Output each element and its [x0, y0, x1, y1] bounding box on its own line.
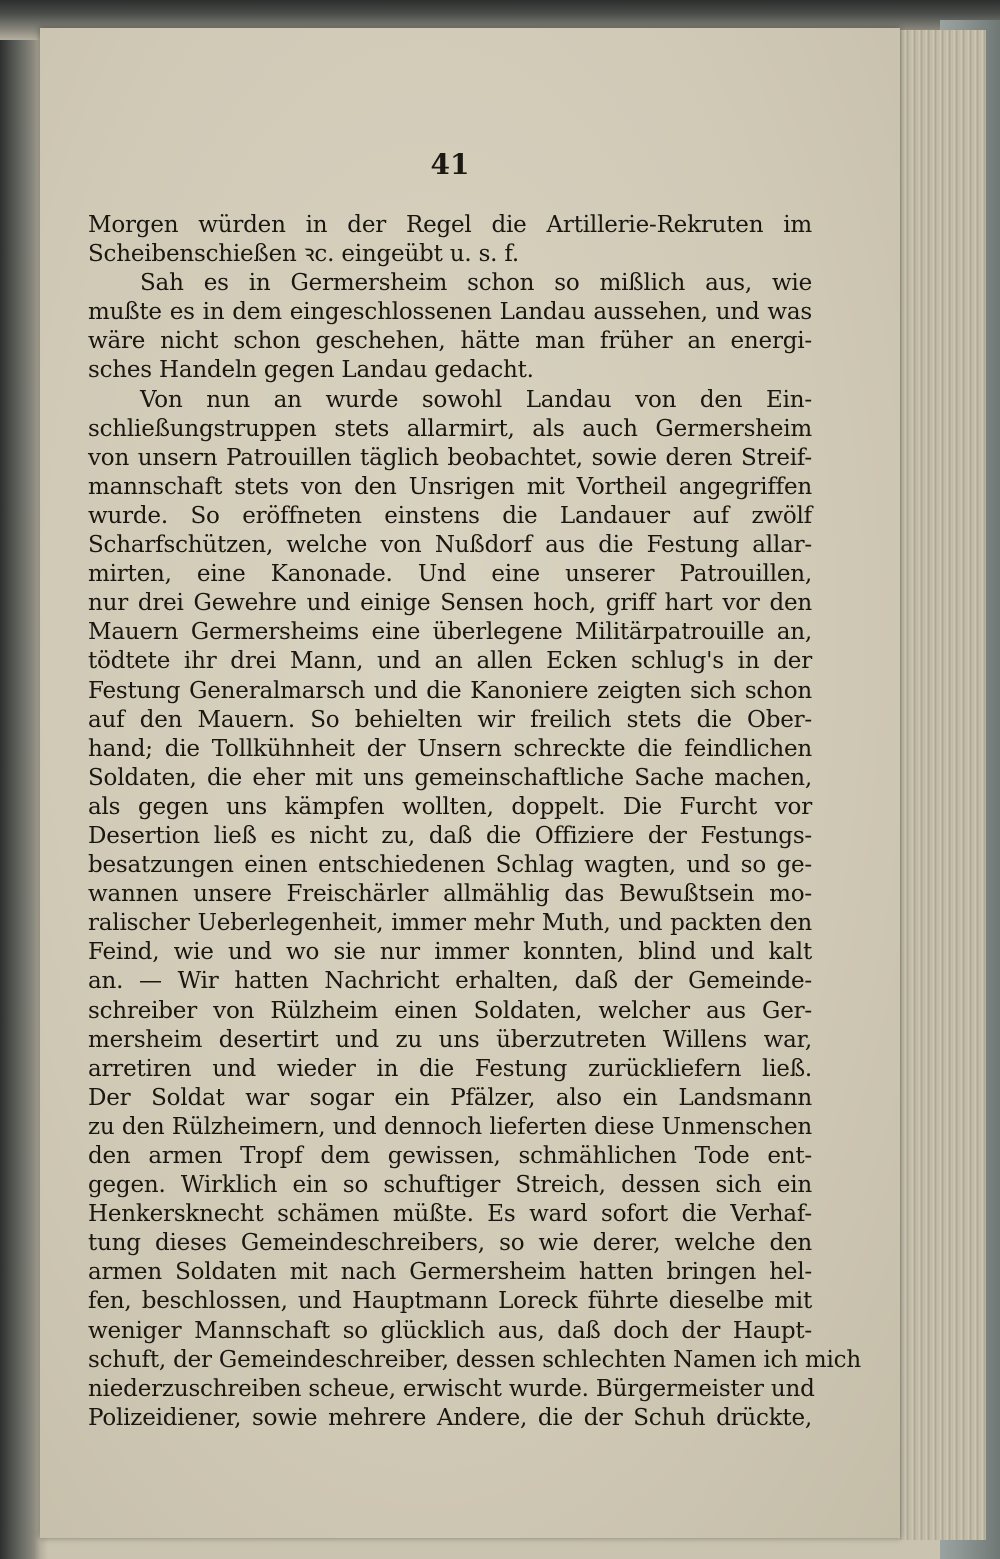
text-line: Mauern Germersheims eine überlegene Militärpatrouille an, [88, 619, 812, 646]
page-edges [896, 30, 986, 1540]
text-line: wannen unsere Freischärler allmählig das Bewußtsein mo- [88, 881, 812, 908]
text-line: gegen. Wirklich ein so schuftiger Streich, dessen sich ein [88, 1172, 812, 1199]
text-line: auf den Mauern. So behielten wir freilich stets die Ober- [88, 706, 812, 733]
text-line: an. — Wir hatten Nachricht erhalten, daß der Gemeinde- [88, 968, 812, 995]
text-line: den armen Tropf dem gewissen, schmählichen Tode ent- [88, 1143, 812, 1169]
text-line: Von nun an wurde sowohl Landau von den Ein- [140, 386, 812, 413]
text-line: tung dieses Gemeindeschreibers, so wie derer, welche den [88, 1230, 812, 1257]
text-line: Scheibenschießen ꝛc. eingeübt u. s. f. [88, 241, 520, 268]
book-page [40, 28, 900, 1538]
text-line: mannschaft stets von den Unsrigen mit Vortheil angegriffen [88, 473, 812, 500]
text-line: Feind, wie und wo sie nur immer konnten, blind und kalt [88, 939, 812, 966]
text-line: Polizeidiener, sowie mehrere Andere, die der Schuh drückte, [88, 1404, 812, 1431]
text-line: Desertion ließ es nicht zu, daß die Offiziere der Festungs- [88, 822, 812, 849]
text-line: Morgen würden in der Regel die Artillerie-Rekruten im [88, 212, 812, 238]
text-line: zu den Rülzheimern, und dennoch lieferten diese Unmenschen [88, 1113, 812, 1140]
text-line: wäre nicht schon geschehen, hätte man früher an energi- [88, 328, 812, 355]
text-line: mersheim desertirt und zu uns überzutreten Willens war, [88, 1026, 812, 1053]
text-line: schreiber von Rülzheim einen Soldaten, welcher aus Ger- [88, 997, 812, 1024]
text-line: hand; die Tollkühnheit der Unsern schreckte die feindlichen [88, 735, 812, 762]
text-line: fen, beschlossen, und Hauptmann Loreck führte dieselbe mit [88, 1288, 812, 1315]
page-text [88, 211, 861, 1433]
text-line: arretiren und wieder in die Festung zurückliefern ließ. [88, 1055, 812, 1082]
text-line: tödtete ihr drei Mann, und an allen Ecken schlug's in der [88, 648, 812, 675]
text-line: mußte es in dem eingeschlossenen Landau aussehen, und was [88, 299, 812, 326]
text-line: von unsern Patrouillen täglich beobachtet, sowie deren Streif- [88, 444, 812, 471]
text-line: Festung Generalmarsch und die Kanoniere zeigten sich schon [88, 677, 812, 704]
text-line: Sah es in Germersheim schon so mißlich aus, wie [140, 270, 812, 297]
text-line: Scharfschützen, welche von Nußdorf aus die Festung allar- [88, 532, 812, 559]
text-line: besatzungen einen entschiedenen Schlag wagten, und so ge- [88, 852, 812, 879]
text-line: schließungstruppen stets allarmirt, als auch Germersheim [88, 415, 812, 442]
text-line: weniger Mannschaft so glücklich aus, daß doch der Haupt- [88, 1317, 812, 1344]
text-line: wurde. So eröffneten einstens die Landauer auf zwölf [88, 502, 812, 529]
page-number: 41 [430, 148, 470, 181]
text-line: als gegen uns kämpfen wollten, doppelt. Die Furcht vor [88, 793, 812, 820]
text-line: Soldaten, die eher mit uns gemeinschaftliche Sache machen, [88, 764, 812, 791]
text-line: schuft, der Gemeindeschreiber, dessen schlechten Namen ich mich [88, 1346, 861, 1373]
text-line: mirten, eine Kanonade. Und eine unserer Patrouillen, [88, 561, 812, 588]
text-line: niederzuschreiben scheue, erwischt wurde. Bürgermeister und [88, 1375, 815, 1402]
text-line: sches Handeln gegen Landau gedacht. [88, 357, 534, 384]
text-line: Henkersknecht schämen müßte. Es ward sofort die Verhaf- [88, 1201, 812, 1228]
text-line: ralischer Ueberlegenheit, immer mehr Muth, und packten den [88, 910, 812, 937]
text-line: armen Soldaten mit nach Germersheim hatten bringen hel- [88, 1259, 812, 1286]
text-line: nur drei Gewehre und einige Sensen hoch, griff hart vor den [88, 590, 812, 617]
text-line: Der Soldat war sogar ein Pfälzer, also ein Landsmann [88, 1084, 812, 1111]
